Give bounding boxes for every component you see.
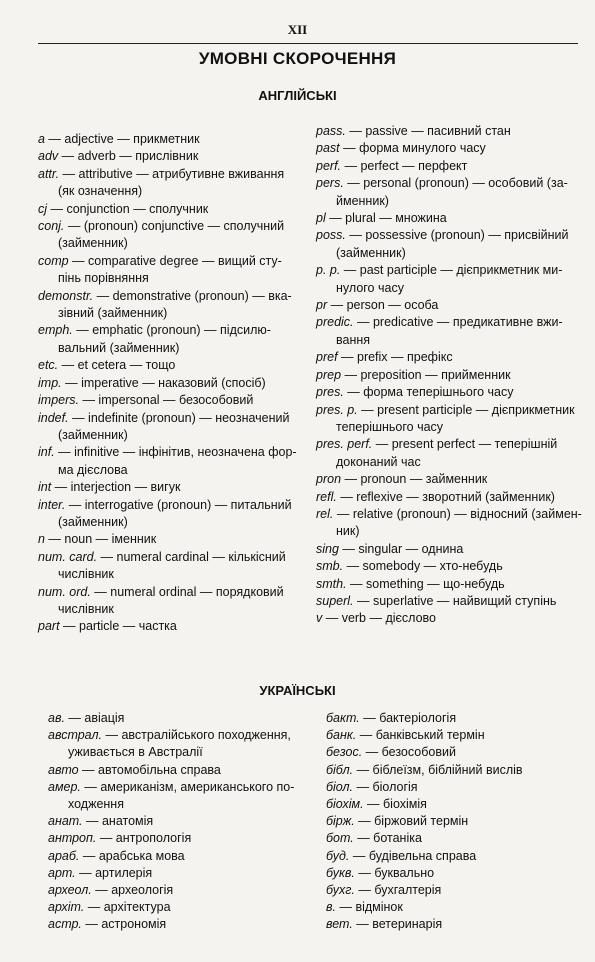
english-column-right bbox=[316, 123, 588, 628]
entry-abbreviation: adv bbox=[38, 149, 59, 164]
abbreviation-entry bbox=[316, 227, 588, 244]
entry-definition: — будівельна справа bbox=[349, 848, 477, 863]
entry-abbreviation: indef. bbox=[38, 410, 69, 425]
abbreviation-entry bbox=[38, 549, 306, 566]
entry-abbreviation: emph. bbox=[38, 323, 73, 338]
abbreviation-entry bbox=[48, 830, 318, 847]
entry-continuation: вання bbox=[336, 332, 371, 347]
entry-definition: — conjunction — сполучник bbox=[47, 201, 209, 216]
entry-definition: — particle — частка bbox=[59, 619, 177, 634]
entry-abbreviation: inter. bbox=[38, 497, 66, 512]
abbreviation-entry bbox=[316, 297, 588, 314]
entry-definition: — interrogative (pronoun) — питальний bbox=[65, 497, 292, 512]
abbreviation-entry bbox=[316, 314, 588, 331]
entry-abbreviation: cj bbox=[38, 201, 48, 216]
entry-abbreviation: a bbox=[38, 132, 45, 146]
entry-abbreviation: etc. bbox=[38, 358, 59, 373]
abbreviation-entry bbox=[38, 444, 306, 461]
entry-abbreviation: pr bbox=[316, 298, 328, 313]
abbreviation-entry bbox=[326, 796, 588, 813]
ukrainian-column-left bbox=[48, 710, 318, 934]
entry-abbreviation: conj. bbox=[38, 219, 65, 234]
entry-abbreviation: smth. bbox=[316, 576, 347, 591]
abbreviation-entry bbox=[326, 830, 588, 847]
abbreviation-entry bbox=[38, 131, 306, 148]
entry-continuation: теперішнього часу bbox=[336, 419, 444, 434]
entry-continuation: числівник bbox=[58, 601, 114, 616]
entry-continuation: (займенник) bbox=[336, 245, 406, 260]
abbreviation-entry bbox=[38, 357, 306, 374]
entry-definition: — verb — дієслово bbox=[322, 611, 436, 626]
entry-definition: — біологія bbox=[353, 779, 418, 794]
entry-definition: — interjection — вигук bbox=[51, 480, 181, 495]
entry-continuation: ма дієслова bbox=[58, 462, 128, 477]
entry-definition: — арабська мова bbox=[79, 848, 185, 863]
entry-definition: — possessive (pronoun) — присвійний bbox=[345, 228, 569, 243]
abbreviation-entry bbox=[48, 848, 318, 865]
section-heading-english: АНГЛІЙСЬКІ bbox=[258, 88, 337, 103]
entry-abbreviation: біохім. bbox=[326, 797, 364, 812]
entry-abbreviation: археол. bbox=[48, 883, 92, 898]
entry-definition: — noun — іменник bbox=[44, 532, 157, 547]
entry-continuation: уживається в Австралії bbox=[68, 745, 203, 760]
entry-continuation: числівник bbox=[58, 567, 114, 582]
abbreviation-entry bbox=[38, 479, 306, 496]
abbreviation-entry bbox=[48, 779, 318, 796]
entry-abbreviation: pl bbox=[316, 211, 326, 226]
entry-definition: — adverb — прислівник bbox=[58, 149, 199, 164]
entry-abbreviation: int bbox=[38, 480, 52, 495]
abbreviation-entry bbox=[38, 166, 306, 183]
entry-abbreviation: бібл. bbox=[326, 762, 354, 777]
abbreviation-entry bbox=[326, 865, 588, 882]
abbreviation-entry bbox=[38, 410, 306, 427]
page-number: XII bbox=[287, 22, 308, 37]
entry-abbreviation: attr. bbox=[38, 166, 60, 181]
entry-abbreviation: pron bbox=[316, 472, 342, 487]
abbreviation-entry bbox=[48, 813, 318, 830]
entry-definition: — numeral cardinal — кількісний bbox=[97, 549, 286, 564]
entry-abbreviation: part bbox=[38, 619, 60, 634]
entry-abbreviation: num. card. bbox=[38, 549, 98, 564]
entry-abbreviation: poss. bbox=[316, 228, 346, 243]
abbreviation-entry bbox=[316, 262, 588, 279]
entry-definition: — антропологія bbox=[96, 831, 192, 846]
entry-continuation: нулого часу bbox=[336, 280, 404, 295]
entry-definition: — археологія bbox=[91, 883, 174, 898]
entry-definition: — imperative — наказовий (спосіб) bbox=[61, 375, 266, 390]
entry-definition: — impersonal — безособовий bbox=[78, 393, 254, 408]
abbreviation-entry bbox=[326, 727, 588, 744]
entry-abbreviation: refl. bbox=[316, 489, 337, 504]
abbreviation-entry bbox=[316, 210, 588, 227]
entry-definition: — артилерія bbox=[75, 865, 153, 880]
entry-definition: — relative (pronoun) — відносний (займен- bbox=[333, 506, 582, 521]
entry-definition: — автомобільна справа bbox=[78, 762, 221, 777]
entry-definition: — et cetera — тощо bbox=[58, 358, 176, 373]
entry-abbreviation: impers. bbox=[38, 393, 79, 408]
entry-abbreviation: pers. bbox=[316, 176, 344, 191]
header-rule bbox=[38, 43, 578, 44]
entry-abbreviation: pass. bbox=[316, 124, 346, 138]
abbreviation-entry bbox=[316, 593, 588, 610]
abbreviation-entry bbox=[38, 148, 306, 165]
ukrainian-column-right bbox=[326, 710, 588, 934]
abbreviation-entry bbox=[48, 762, 318, 779]
abbreviation-entry bbox=[326, 710, 588, 727]
abbreviation-entry bbox=[38, 201, 306, 218]
abbreviation-entry bbox=[38, 322, 306, 339]
entry-definition: — adjective — прикметник bbox=[44, 132, 200, 146]
entry-definition: — emphatic (pronoun) — підсилю- bbox=[72, 323, 271, 338]
entry-definition: — numeral ordinal — порядковий bbox=[90, 584, 284, 599]
entry-abbreviation: pref bbox=[316, 350, 338, 365]
entry-definition: — comparative degree — вищий сту- bbox=[68, 253, 282, 268]
entry-definition: — форма минулого часу bbox=[339, 141, 486, 156]
abbreviation-entry bbox=[316, 349, 588, 366]
abbreviation-entry bbox=[316, 123, 588, 140]
abbreviation-entry bbox=[48, 882, 318, 899]
abbreviation-entry bbox=[316, 576, 588, 593]
abbreviation-entry bbox=[48, 916, 318, 933]
entry-abbreviation: арт. bbox=[48, 865, 76, 880]
entry-abbreviation: inf. bbox=[38, 445, 55, 460]
entry-continuation: ходження bbox=[68, 797, 124, 812]
entry-definition: — форма теперішнього часу bbox=[343, 385, 514, 400]
abbreviation-entry bbox=[326, 899, 588, 916]
abbreviation-entry bbox=[316, 436, 588, 453]
entry-abbreviation: predic. bbox=[316, 315, 354, 330]
entry-abbreviation: бірж. bbox=[326, 814, 355, 829]
entry-abbreviation: smb. bbox=[316, 559, 344, 574]
entry-definition: — ботаніка bbox=[353, 831, 422, 846]
entry-abbreviation: вет. bbox=[326, 917, 353, 932]
abbreviation-entry bbox=[38, 375, 306, 392]
entry-abbreviation: p. p. bbox=[316, 263, 341, 278]
entry-abbreviation: rel. bbox=[316, 506, 334, 521]
abbreviation-entry bbox=[316, 175, 588, 192]
abbreviation-entry bbox=[316, 506, 588, 523]
entry-definition: — астрономія bbox=[81, 917, 167, 932]
entry-definition: — superlative — найвищий ступінь bbox=[353, 593, 557, 608]
entry-definition: — безособовий bbox=[362, 745, 456, 760]
entry-continuation: (як означення) bbox=[58, 184, 143, 199]
abbreviation-entry bbox=[316, 140, 588, 157]
entry-abbreviation: pres. perf. bbox=[316, 437, 373, 452]
abbreviation-entry bbox=[48, 710, 318, 727]
abbreviation-entry bbox=[316, 384, 588, 401]
abbreviation-entry bbox=[38, 618, 306, 635]
entry-definition: — біохімія bbox=[363, 797, 427, 812]
abbreviation-entry bbox=[316, 610, 588, 627]
entry-definition: — passive — пасивний стан bbox=[345, 124, 511, 138]
entry-definition: — авіація bbox=[64, 711, 125, 725]
entry-definition: — personal (pronoun) — особовий (за- bbox=[343, 176, 568, 191]
english-column-left bbox=[38, 131, 306, 636]
entry-abbreviation: n bbox=[38, 532, 45, 547]
abbreviation-entry bbox=[326, 744, 588, 761]
entry-definition: — (pronoun) conjunctive — сполучний bbox=[64, 219, 285, 234]
entry-definition: — prefix — префікс bbox=[337, 350, 453, 365]
entry-definition: — present participle — дієприкметник bbox=[357, 402, 575, 417]
entry-continuation: (займенник) bbox=[58, 427, 128, 442]
entry-continuation: вальний (займенник) bbox=[58, 340, 180, 355]
abbreviation-entry bbox=[38, 531, 306, 548]
entry-definition: — біблеїзм, біблійний вислів bbox=[353, 762, 523, 777]
entry-definition: — банківський термін bbox=[356, 728, 485, 743]
entry-definition: — singular — однина bbox=[338, 541, 464, 556]
abbreviation-entry bbox=[316, 489, 588, 506]
entry-definition: — present perfect — теперішній bbox=[372, 437, 558, 452]
entry-continuation: йменник) bbox=[336, 193, 389, 208]
abbreviation-entry bbox=[326, 779, 588, 796]
entry-definition: — ветеринарія bbox=[352, 917, 443, 932]
entry-continuation: доконаний час bbox=[336, 454, 421, 469]
entry-definition: — person — особа bbox=[327, 298, 439, 313]
entry-definition: — reflexive — зворотний (займенник) bbox=[336, 489, 555, 504]
abbreviation-entry bbox=[316, 402, 588, 419]
entry-abbreviation: антроп. bbox=[48, 831, 97, 846]
entry-abbreviation: авто bbox=[48, 762, 79, 777]
entry-abbreviation: австрал. bbox=[48, 728, 103, 743]
abbreviation-entry bbox=[38, 497, 306, 514]
entry-abbreviation: буд. bbox=[326, 848, 350, 863]
entry-definition: — австралійського походження, bbox=[102, 728, 291, 743]
abbreviation-entry bbox=[316, 541, 588, 558]
abbreviation-entry bbox=[48, 727, 318, 744]
abbreviation-entry bbox=[326, 762, 588, 779]
entry-abbreviation: бот. bbox=[326, 831, 354, 846]
entry-abbreviation: superl. bbox=[316, 593, 354, 608]
entry-abbreviation: біол. bbox=[326, 779, 354, 794]
entry-definition: — архітектура bbox=[84, 900, 171, 915]
entry-abbreviation: v bbox=[316, 611, 323, 626]
entry-continuation: зівний (займенник) bbox=[58, 306, 168, 321]
entry-definition: — бухгалтерія bbox=[354, 883, 442, 898]
entry-abbreviation: prep bbox=[316, 367, 342, 382]
entry-abbreviation: pres. bbox=[316, 385, 344, 400]
entry-abbreviation: анат. bbox=[48, 814, 83, 829]
entry-definition: — infinitive — інфінітив, неозначена фор- bbox=[54, 445, 297, 460]
entry-abbreviation: банк. bbox=[326, 728, 357, 743]
entry-abbreviation: imp. bbox=[38, 375, 62, 390]
entry-abbreviation: букв. bbox=[326, 865, 355, 880]
entry-continuation: пінь порівняння bbox=[58, 271, 149, 286]
entry-definition: — відмінок bbox=[336, 900, 403, 915]
abbreviation-entry bbox=[326, 882, 588, 899]
entry-definition: — indefinite (pronoun) — неозначений bbox=[68, 410, 290, 425]
entry-definition: — perfect — перфект bbox=[341, 158, 468, 173]
entry-definition: — pronoun — займенник bbox=[341, 472, 488, 487]
entry-abbreviation: амер. bbox=[48, 779, 81, 794]
entry-definition: — past participle — дієприкметник ми- bbox=[340, 263, 563, 278]
entry-definition: — attributive — атрибутивне вживання bbox=[59, 166, 285, 181]
entry-continuation: (займенник) bbox=[58, 514, 128, 529]
entry-definition: — буквально bbox=[354, 865, 435, 880]
entry-abbreviation: архіт. bbox=[48, 900, 85, 915]
entry-abbreviation: бакт. bbox=[326, 711, 360, 725]
entry-abbreviation: perf. bbox=[316, 158, 342, 173]
entry-definition: — анатомія bbox=[82, 814, 154, 829]
entry-abbreviation: астр. bbox=[48, 917, 82, 932]
entry-definition: — американізм, американського по- bbox=[80, 779, 295, 794]
entry-abbreviation: безос. bbox=[326, 745, 363, 760]
entry-definition: — preposition — прийменник bbox=[341, 367, 511, 382]
entry-abbreviation: comp bbox=[38, 253, 69, 268]
entry-definition: — біржовий термін bbox=[354, 814, 469, 829]
entry-continuation: (займенник) bbox=[58, 236, 128, 251]
abbreviation-entry bbox=[38, 253, 306, 270]
entry-definition: — бактеріологія bbox=[359, 711, 457, 725]
abbreviation-entry bbox=[48, 899, 318, 916]
abbreviation-entry bbox=[38, 218, 306, 235]
entry-abbreviation: ав. bbox=[48, 711, 65, 725]
abbreviation-entry bbox=[316, 558, 588, 575]
entry-abbreviation: num. ord. bbox=[38, 584, 91, 599]
entry-definition: — something — що-небудь bbox=[346, 576, 505, 591]
abbreviation-entry bbox=[316, 367, 588, 384]
entry-abbreviation: бухг. bbox=[326, 883, 355, 898]
abbreviation-entry bbox=[326, 813, 588, 830]
entry-abbreviation: demonstr. bbox=[38, 288, 94, 303]
abbreviation-entry bbox=[38, 584, 306, 601]
abbreviation-entry bbox=[48, 865, 318, 882]
abbreviation-entry bbox=[316, 471, 588, 488]
section-heading-ukrainian: УКРАЇНСЬКІ bbox=[259, 683, 336, 698]
entry-definition: — plural — множина bbox=[325, 211, 447, 226]
entry-abbreviation: араб. bbox=[48, 848, 80, 863]
entry-abbreviation: past bbox=[316, 141, 340, 156]
abbreviation-entry bbox=[38, 288, 306, 305]
entry-abbreviation: pres. p. bbox=[316, 402, 358, 417]
abbreviation-entry bbox=[38, 392, 306, 409]
entry-continuation: ник) bbox=[336, 524, 360, 539]
page-title: УМОВНІ СКОРОЧЕННЯ bbox=[198, 49, 397, 68]
entry-definition: — predicative — предикативне вжи- bbox=[353, 315, 563, 330]
abbreviation-entry bbox=[326, 916, 588, 933]
entry-definition: — somebody — хто-небудь bbox=[343, 559, 503, 574]
entry-definition: — demonstrative (pronoun) — вка- bbox=[93, 288, 292, 303]
entry-abbreviation: в. bbox=[326, 900, 336, 915]
abbreviation-entry bbox=[326, 848, 588, 865]
abbreviation-entry bbox=[316, 158, 588, 175]
entry-abbreviation: sing bbox=[316, 541, 339, 556]
